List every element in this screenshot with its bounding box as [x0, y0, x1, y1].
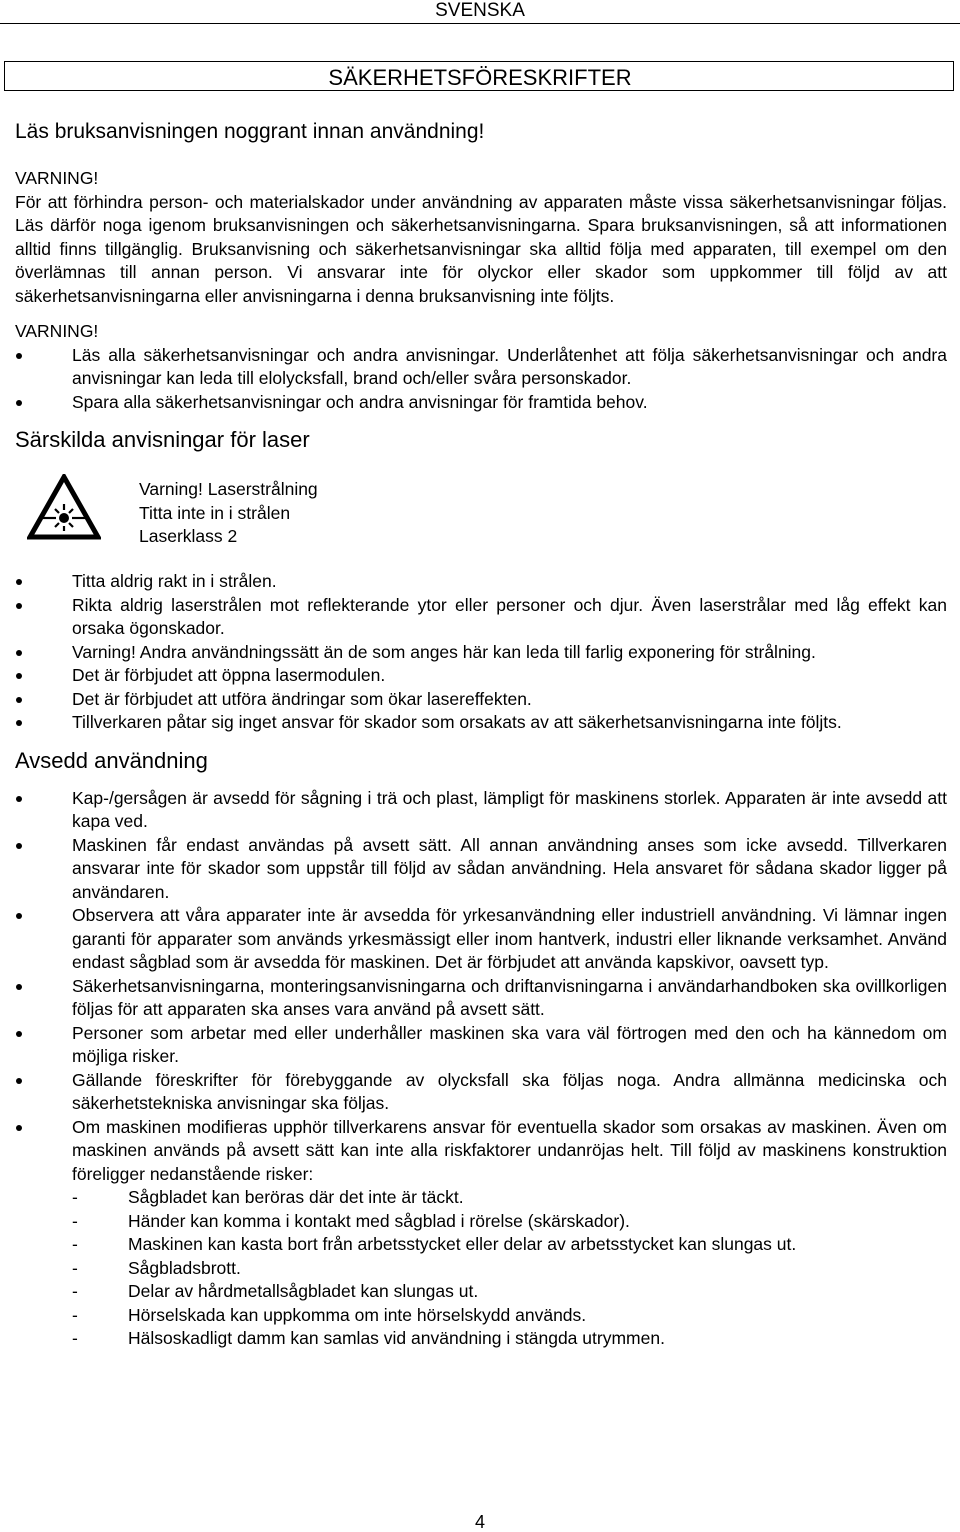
list-item: Kap-/gersågen är avsedd för sågning i trä och plast, lämpligt för maskinens storlek. Apparaten är inte avsedd att kapa ved. [15, 787, 947, 834]
usage-section-heading: Avsedd användning [15, 747, 208, 773]
risk-item: - Händer kan komma i kontakt med sågblad i rörelse (skärskador). [15, 1210, 947, 1234]
list-item: Om maskinen modifieras upphör tillverkarens ansvar för eventuella skador som orsakas av maskinen. Även om maskinen används på avsett sätt kan inte alla riskfaktorer undanröjas helt. Till följd av maskinens konstruktion föreligger nedanstående risker: [15, 1116, 947, 1187]
list-item: Rikta aldrig laserstrålen mot reflekterande ytor eller personer och djur. Även laserstrålar med låg effekt kan orsaka ögonskador. [15, 594, 947, 641]
list-item: Gällande föreskrifter för förebyggande av olycksfall ska följas noga. Andra allmänna medicinska och säkerhetstekniska anvisningar ska följas. [15, 1069, 947, 1116]
risk-list [15, 1186, 947, 1351]
bullet-icon [16, 1125, 22, 1131]
bullet-icon [16, 720, 22, 726]
bullet-icon [16, 796, 22, 802]
lead-heading: Läs bruksanvisningen noggrant innan användning! [15, 120, 485, 143]
risk-item: - Sågbladsbrott. [15, 1257, 947, 1281]
header-divider [0, 23, 960, 24]
list-item: Personer som arbetar med eller underhåller maskinen ska vara väl förtrogen med den och ha kännedom om möjliga risker. [15, 1022, 947, 1069]
bullet-icon [16, 1078, 22, 1084]
list-item: Säkerhetsanvisningarna, monteringsanvisningarna och driftanvisningarna i användarhandboken ska ovillkorligen följas för att apparaten ska anses vara använd på avsett sätt. [15, 975, 947, 1022]
laser-list [15, 570, 947, 735]
page-title: SÄKERHETSFÖRESKRIFTER [328, 65, 632, 90]
warning-label: VARNING! [15, 168, 99, 188]
warning-list [15, 344, 947, 415]
bullet-icon [16, 1031, 22, 1037]
bullet-icon [16, 697, 22, 703]
risk-item: - Hörselskada kan uppkomma om inte hörselskydd används. [15, 1304, 947, 1328]
laser-section-heading: Särskilda anvisningar för laser [15, 427, 310, 452]
laser-sign-line: Laserklass 2 [139, 526, 238, 546]
warning-label-2: VARNING! [15, 321, 99, 341]
dash-marker: - [72, 1257, 78, 1278]
dash-marker: - [72, 1187, 78, 1207]
dash-marker: - [72, 1328, 78, 1348]
intro-paragraph: För att förhindra person- och materialskador under användning av apparaten måste vissa säkerhetsanvisningar följas. Läs därför noga igenom bruksanvisningen och säkerhetsanvisningarna. Spara bruksanvisningen, så att informationen alltid finns tillgänglig. Bruksanvisning och säkerhetsanvisningar ska alltid följa med apparaten, till exempel om den överlämnas till annan person. Vi ansvarar inte för olyckor eller skador som uppkommer till följd av att säkerhetsanvisningarna eller anvisningarna i denna bruksanvisning inte följts. [15, 191, 947, 306]
bullet-icon [16, 673, 22, 679]
bullet-icon [16, 579, 22, 585]
laser-warning-icon [27, 474, 101, 540]
bullet-icon [16, 650, 22, 656]
risk-item: - Delar av hårdmetallsågbladet kan slungas ut. [15, 1280, 947, 1304]
list-item: Titta aldrig rakt in i strålen. [15, 570, 947, 594]
list-item: Det är förbjudet att öppna lasermodulen. [15, 664, 947, 688]
dash-marker: - [72, 1304, 78, 1325]
dash-marker: - [72, 1234, 78, 1254]
list-item: Observera att våra apparater inte är avsedda för yrkesanvändning eller industriell användning. Vi lämnar ingen garanti för apparater som används yrkesmässigt eller inom hantverk, industri eller liknande verksamhet. Använd endast sågblad som är avsedda för maskinen. Det är förbjudet att använda kapskivor, oavsett typ. [15, 904, 947, 975]
list-item: Läs alla säkerhetsanvisningar och andra anvisningar. Underlåtenhet att följa säkerhetsanvisningar och andra anvisningar kan leda till elolycksfall, brand och/eller svåra personskador. [15, 344, 947, 391]
list-item: Varning! Andra användningssätt än de som anges här kan leda till farlig exponering för strålning. [15, 641, 947, 665]
bullet-icon [16, 984, 22, 990]
bullet-icon [16, 400, 22, 406]
laser-sign-text [139, 478, 318, 549]
list-item: Tillverkaren påtar sig inget ansvar för skador som orsakats av att säkerhetsanvisningarna inte följts. [15, 711, 947, 735]
laser-sign-line: Titta inte in i strålen [139, 502, 291, 523]
bullet-icon [16, 353, 22, 359]
bullet-icon [16, 603, 22, 609]
risk-item: - Hälsoskadligt damm kan samlas vid användning i stängda utrymmen. [15, 1327, 947, 1351]
dash-marker: - [72, 1210, 78, 1231]
dash-marker: - [72, 1281, 78, 1301]
laser-sign-line: Varning! Laserstrålning [139, 479, 318, 499]
list-item: Det är förbjudet att utföra ändringar som ökar lasereffekten. [15, 688, 947, 712]
risk-item: - Sågbladet kan beröras där det inte är täckt. [15, 1186, 947, 1210]
bullet-icon [16, 913, 22, 919]
laser-warning-sign [15, 466, 947, 564]
page-number: 4 [474, 1512, 485, 1532]
language-label: SVENSKA [435, 0, 525, 21]
list-item: Maskinen får endast användas på avsett sätt. All annan användning anses som icke avsedd. Tillverkaren ansvarar inte för skador som uppstår till följd av sådan användning. Hela ansvaret för sådana skador ligger på användaren. [15, 834, 947, 905]
risk-item: - Maskinen kan kasta bort från arbetsstycket eller delar av arbetsstycket kan slungas ut. [15, 1233, 947, 1257]
document-body [15, 118, 947, 1351]
bullet-icon [16, 843, 22, 849]
usage-list [15, 787, 947, 1187]
list-item: Spara alla säkerhetsanvisningar och andra anvisningar för framtida behov. [15, 391, 947, 415]
